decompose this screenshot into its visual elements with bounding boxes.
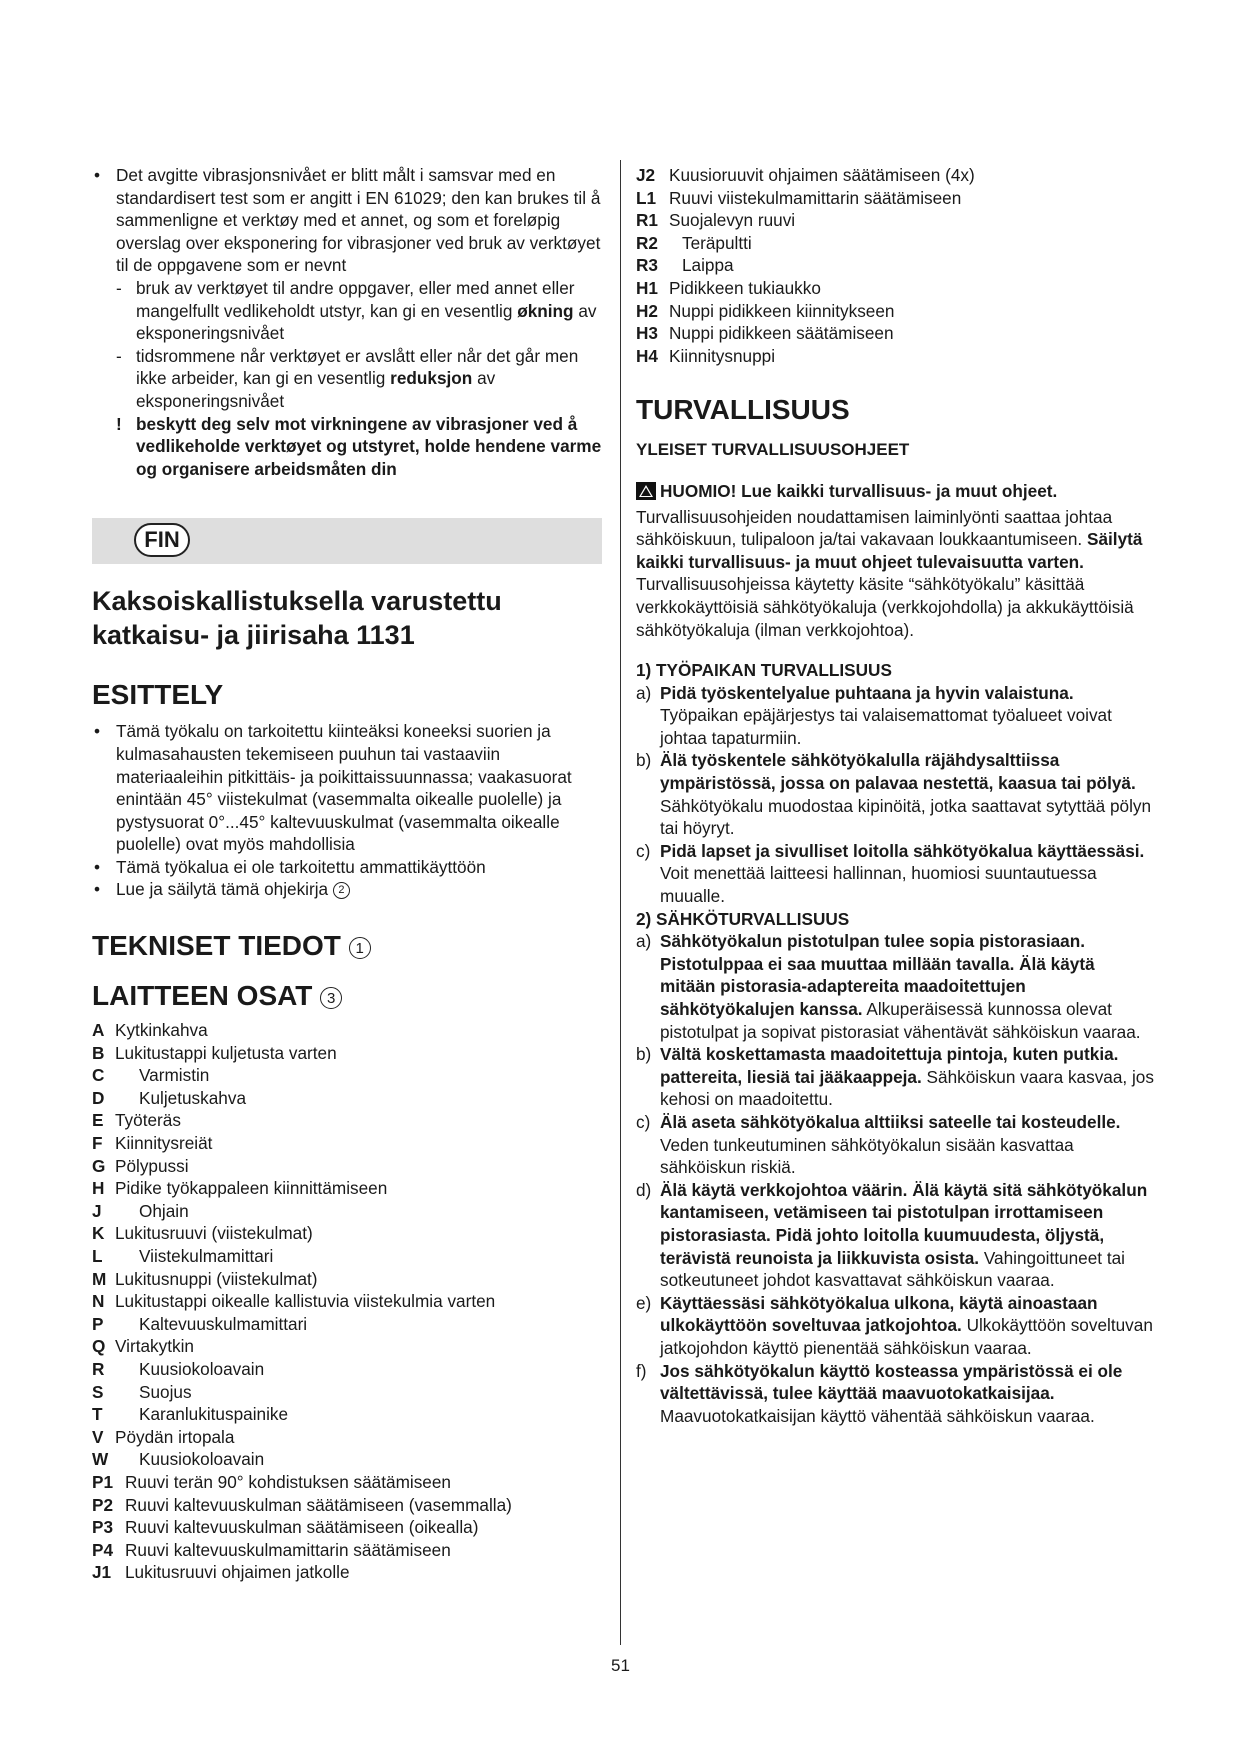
parts-list-right xyxy=(636,164,1154,367)
part-item: P3 Ruuvi kaltevuuskulman säätämiseen (oikealla) xyxy=(92,1517,479,1538)
figure-ref-1: 1 xyxy=(349,937,371,959)
esittely-bullet-1: • Tämä työkalu on tarkoitettu kiinteäksi koneeksi suorien ja kulmasahausten tekemiseen puuhun tai vastaaviin materiaaleihin pitkittäis- ja poikittaissuunnassa; vaakasuorat enintään 45° viistekulmat (vasemmalta oikealle puolelle) ja pystysuorat 0°...45° kaltevuuskulmat (vasemmalta oikealle puolelle) ovat myös mahdollisia xyxy=(92,720,602,856)
part-item: H2 Nuppi pidikkeen kiinnitykseen xyxy=(636,300,895,321)
page-number: 51 xyxy=(611,1656,630,1675)
safety-item: e) Käyttäessäsi sähkötyökalua ulkona, käytä ainoastaan ulkokäyttöön soveltuvaa jatkojohtoa. Ulkokäyttöön soveltuvan jatkojohdon käyttö pienentää sähköiskun vaaraa. xyxy=(636,1292,1153,1358)
dash-item-reduction: - tidsrommene når verktøyet er avslått eller når det går men ikke arbeider, kan gi en vesentlig reduksjon av eksponeringsnivået xyxy=(92,345,602,413)
right-column xyxy=(636,164,1154,1427)
heading-laitteen-osat: LAITTEEN OSAT 3 xyxy=(92,979,602,1013)
language-badge: FIN xyxy=(134,523,190,557)
part-item: P1 Ruuvi terän 90° kohdistuksen säätämiseen xyxy=(92,1471,451,1492)
warning-triangle-icon xyxy=(636,482,656,506)
part-item: F Kiinnitysreiät xyxy=(92,1133,213,1154)
dash-item-increase: - bruk av verktøyet til andre oppgaver, eller med annet eller mangelfullt vedlikeholdt utstyr, kan gi en vesentlig økning av eksponeringsnivået xyxy=(92,277,602,345)
part-item: H4 Kiinnitysnuppi xyxy=(636,345,776,366)
figure-ref-2: 2 xyxy=(333,882,350,899)
part-item: T Karanlukituspainike xyxy=(92,1404,289,1425)
part-item: R3 Laippa xyxy=(636,255,734,276)
warning-note: ! beskytt deg selv mot virkningene av vibrasjoner ved å vedlikeholde verktøyet og utstyret, holde hendene varme og organisere arbeidsmåten din xyxy=(92,413,602,481)
safety-item: a) Sähkötyökalun pistotulpan tulee sopia pistorasiaan. Pistotulppaa ei saa muuttaa millään tavalla. Älä käytä mitään pistorasia-adaptereita maadoitettujen sähkötyökalujen kanssa. Alkuperäisessä kunnossa olevat pistotulpat ja sopivat pistorasiat vähentävät sähköiskun vaaraa. xyxy=(636,931,1141,1042)
esittely-bullet-2: • Tämä työkalua ei ole tarkoitettu ammattikäyttöön xyxy=(92,856,602,879)
part-item: B Lukitustappi kuljetusta varten xyxy=(92,1042,337,1063)
safety-item: c) Pidä lapset ja sivulliset loitolla sähkötyökalua käyttäessäsi. Voit menettää laitteesi hallinnan, huomiosi suuntautuessa muualle. xyxy=(636,840,1145,907)
part-item: J Ohjain xyxy=(92,1200,189,1221)
heading-tekniset-tiedot: TEKNISET TIEDOT 1 xyxy=(92,929,602,963)
part-item: J2 Kuusioruuvit ohjaimen säätämiseen (4x) xyxy=(636,165,975,185)
safety-item: c) Älä aseta sähkötyökalua alttiiksi sateelle tai kosteudelle. Veden tunkeutuminen sähkötyökalun sisään kasvattaa sähköiskun riskiä. xyxy=(636,1111,1121,1178)
part-item: P2 Ruuvi kaltevuuskulman säätämiseen (vasemmalla) xyxy=(92,1494,512,1515)
vibration-bullet: • Det avgitte vibrasjonsnivået er blitt målt i samsvar med en standardisert test som er angitt i EN 61029; den kan brukes til å sammenligne et verktøy med et annet, og som et foreløpig overslag over eksponering for vibrasjoner ved bruk av verktøyet til de oppgavene som er nevnt xyxy=(92,164,602,277)
safety-item: b) Vältä koskettamasta maadoitettuja pintoja, kuten putkia. pattereita, liesiä tai jääkaappeja. Sähköiskun vaara kasvaa, jos kehosi on maadoitettu. xyxy=(636,1044,1154,1110)
part-item: R2 Teräpultti xyxy=(636,232,752,253)
part-item: L Viistekulmamittari xyxy=(92,1246,274,1266)
section-heading-2: 2) SÄHKÖTURVALLISUUS xyxy=(636,908,850,929)
section-heading-1: 1) TYÖPAIKAN TURVALLISUUS xyxy=(636,660,892,681)
part-item: E Työteräs xyxy=(92,1110,181,1131)
part-item: C Varmistin xyxy=(92,1065,210,1086)
safety-item: d) Älä käytä verkkojohtoa väärin. Älä käytä sitä sähkötyökalun kantamiseen, vetämiseen tai pistotulpan irrottamiseen pistorasiasta. Pidä johto loitolla kuumuudesta, öljystä, terävistä reunoista ja liikkuvista osista. Vahingoittuneet tai sotkeutuneet johdot kasvattavat sähköiskun vaaraa. xyxy=(636,1179,1148,1291)
part-item: A Kytkinkahva xyxy=(92,1020,208,1041)
part-item: G Pölypussi xyxy=(92,1155,189,1176)
column-divider xyxy=(620,160,621,1645)
part-item: N Lukitustappi oikealle kallistuvia viistekulmia varten xyxy=(92,1291,496,1312)
figure-ref-3: 3 xyxy=(320,987,342,1009)
part-item: W Kuusiokoloavain xyxy=(92,1449,265,1470)
part-item: V Pöydän irtopala xyxy=(92,1426,235,1447)
part-item: R Kuusiokoloavain xyxy=(92,1358,265,1379)
part-item: M Lukitusnuppi (viistekulmat) xyxy=(92,1268,318,1289)
safety-item: a) Pidä työskentelyalue puhtaana ja hyvin valaistuna. Työpaikan epäjärjestys tai valaisemattomat työalueet voivat johtaa tapaturmiin. xyxy=(636,682,1112,748)
part-item: D Kuljetuskahva xyxy=(92,1087,247,1108)
part-item: P4 Ruuvi kaltevuuskulmamittarin säätämiseen xyxy=(92,1539,451,1560)
part-item: H1 Pidikkeen tukiaukko xyxy=(636,277,821,298)
esittely-bullet-3: • Lue ja säilytä tämä ohjekirja 2 xyxy=(92,878,602,901)
part-item: H Pidike työkappaleen kiinnittämiseen xyxy=(92,1178,388,1199)
part-item: J1 Lukitusruuvi ohjaimen jatkolle xyxy=(92,1562,350,1583)
part-item: H3 Nuppi pidikkeen säätämiseen xyxy=(636,323,894,344)
safety-item: f) Jos sähkötyökalun käyttö kosteassa ympäristössä ei ole vältettävissä, tulee käyttää maavuotokatkaisijaa. Maavuotokatkaisijan käyttö vähentää sähköiskun vaaraa. xyxy=(636,1360,1123,1426)
part-item: Q Virtakytkin xyxy=(92,1336,194,1357)
part-item: K Lukitusruuvi (viistekulmat) xyxy=(92,1223,313,1244)
part-item: P Kaltevuuskulmamittari xyxy=(92,1313,308,1334)
product-title: Kaksoiskallistuksella varustettu katkaisu- ja jiirisaha 1131 xyxy=(92,586,502,651)
safety-item: b) Älä työskentele sähkötyökalulla räjähdysalttiissa ympäristössä, jossa on palavaa nestettä, kaasua tai pölyä. Sähkötyökalu muodostaa kipinöitä, jotka saattavat sytyttää pölyn tai höyryt. xyxy=(636,750,1152,839)
part-item: R1 Suojalevyn ruuvi xyxy=(636,210,796,231)
part-item: S Suojus xyxy=(92,1381,192,1402)
left-column xyxy=(92,164,602,1584)
part-item: L1 Ruuvi viistekulmamittarin säätämiseen xyxy=(636,187,962,208)
general-warning: HUOMIO! Lue kaikki turvallisuus- ja muut ohjeet. Turvallisuusohjeiden noudattamisen laiminlyönti saattaa johtaa sähköiskuun, tulipaloon ja/tai vakavaan loukkaantumiseen. Säilytä kaikki turvallisuus- ja muut ohjeet tulevaisuutta varten. Turvallisuusohjeissa käytetty käsite “sähkötyökalu” käsittää verkkokäyttöisiä sähkötyökaluja (verkkojohdolla) ja akkukäyttöisiä sähkötyökaluja (ilman verkkojohtoa). xyxy=(636,480,1143,640)
heading-turvallisuus: TURVALLISUUS xyxy=(636,394,850,426)
subheading-yleiset: YLEISET TURVALLISUUSOHJEET xyxy=(636,440,910,460)
heading-esittely: ESITTELY xyxy=(92,679,224,711)
parts-list-left xyxy=(92,1019,602,1584)
language-bar xyxy=(92,518,602,564)
